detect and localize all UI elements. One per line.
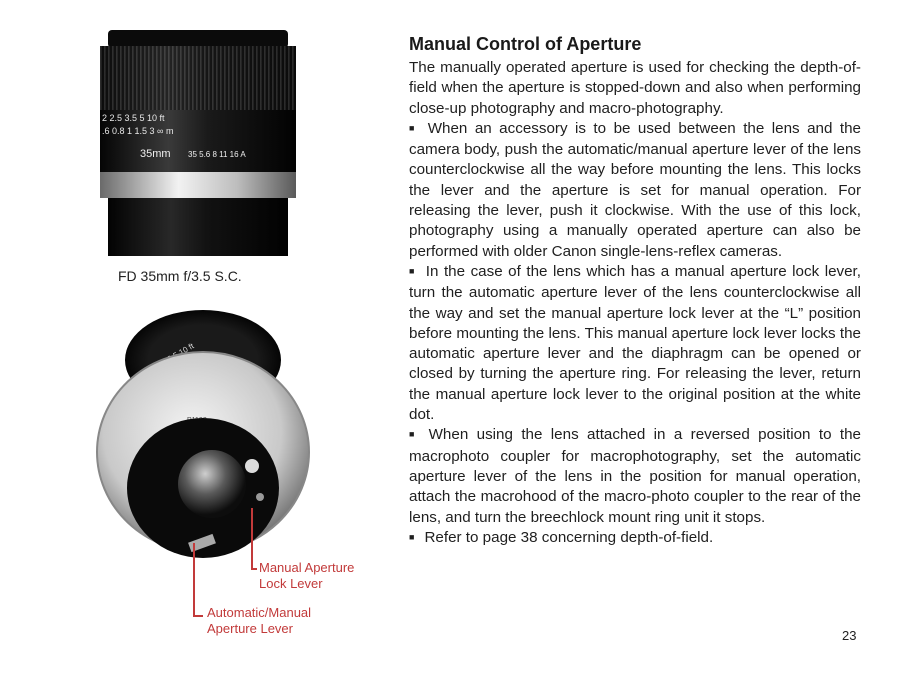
lens-rear-photo xyxy=(92,302,314,602)
aperture-scale: 35 5.6 8 11 16 A xyxy=(188,150,246,159)
distance-scale-m: .6 0.8 1 1.5 3 ∞ m xyxy=(102,126,174,136)
callout-auto-lever-line1: Automatic/Manual xyxy=(207,605,312,620)
lock-lever-knob xyxy=(245,459,259,473)
callout-lock-lever-line2: Lock Lever xyxy=(259,576,323,591)
bullet-paragraph-3: ■ When using the lens attached in a reversed position to the macrophoto coupler for macrophotography, set the automatic aperture lever of the lens in the position for manual operation, attach the macrohood of the macro-photo coupler to the rear of the lens, and turn the breechlock mount ring unit it stops. xyxy=(409,425,861,527)
lens-caption: FD 35mm f/3.5 S.C. xyxy=(118,268,242,284)
manual-aperture-section xyxy=(409,34,861,549)
section-title: Manual Control of Aperture xyxy=(409,34,642,54)
lens-side-photo xyxy=(88,30,310,260)
bullet-icon xyxy=(409,426,429,443)
bullet-icon xyxy=(409,529,424,546)
intro-paragraph: The manually operated aperture is used for checking the depth-of-field when the aperture is stopped-down and also when performing close-up photography and macro-photography. xyxy=(409,59,861,117)
callout-lock-lever xyxy=(255,560,385,592)
callout-auto-lever-line2: Aperture Lever xyxy=(207,621,293,636)
bullet-paragraph-2: ■ In the case of the lens which has a manual aperture lock lever, turn the automatic aperture lever of the lens counterclockwise all the way and set the manual aperture lock lever at the “L” position before mounting the lens. This manual aperture lock lever locks the automatic aperture lever and the diaphragm can be opened or closed by turning the aperture ring. For releasing the lever, return the manual aperture lock lever to the original position at the white dot. xyxy=(409,262,861,425)
focal-length-label: 35mm xyxy=(140,148,171,160)
distance-scale-ft: 2 2.5 3.5 5 10 ft xyxy=(102,113,165,123)
callout-auto-lever xyxy=(207,605,357,637)
page-number: 23 xyxy=(842,628,857,643)
bullet-paragraph-1: ■ When an accessory is to be used between the lens and the camera body, push the automatic/manual aperture lever of the lens counterclockwise all the way before mounting the lens. This locks the lever and the aperture is set for manual operation. For releasing the lever, push it clockwise. With the use of this lock, photography using a manually operated aperture can also be performed with older Canon single-lens-reflex cameras. xyxy=(409,119,861,262)
callout-lock-lever-line1: Manual Aperture xyxy=(259,560,355,575)
bullet-paragraph-4: ■ Refer to page 38 concerning depth-of-field. xyxy=(409,528,861,549)
bullet-icon xyxy=(409,120,428,137)
bullet-icon xyxy=(409,263,426,280)
